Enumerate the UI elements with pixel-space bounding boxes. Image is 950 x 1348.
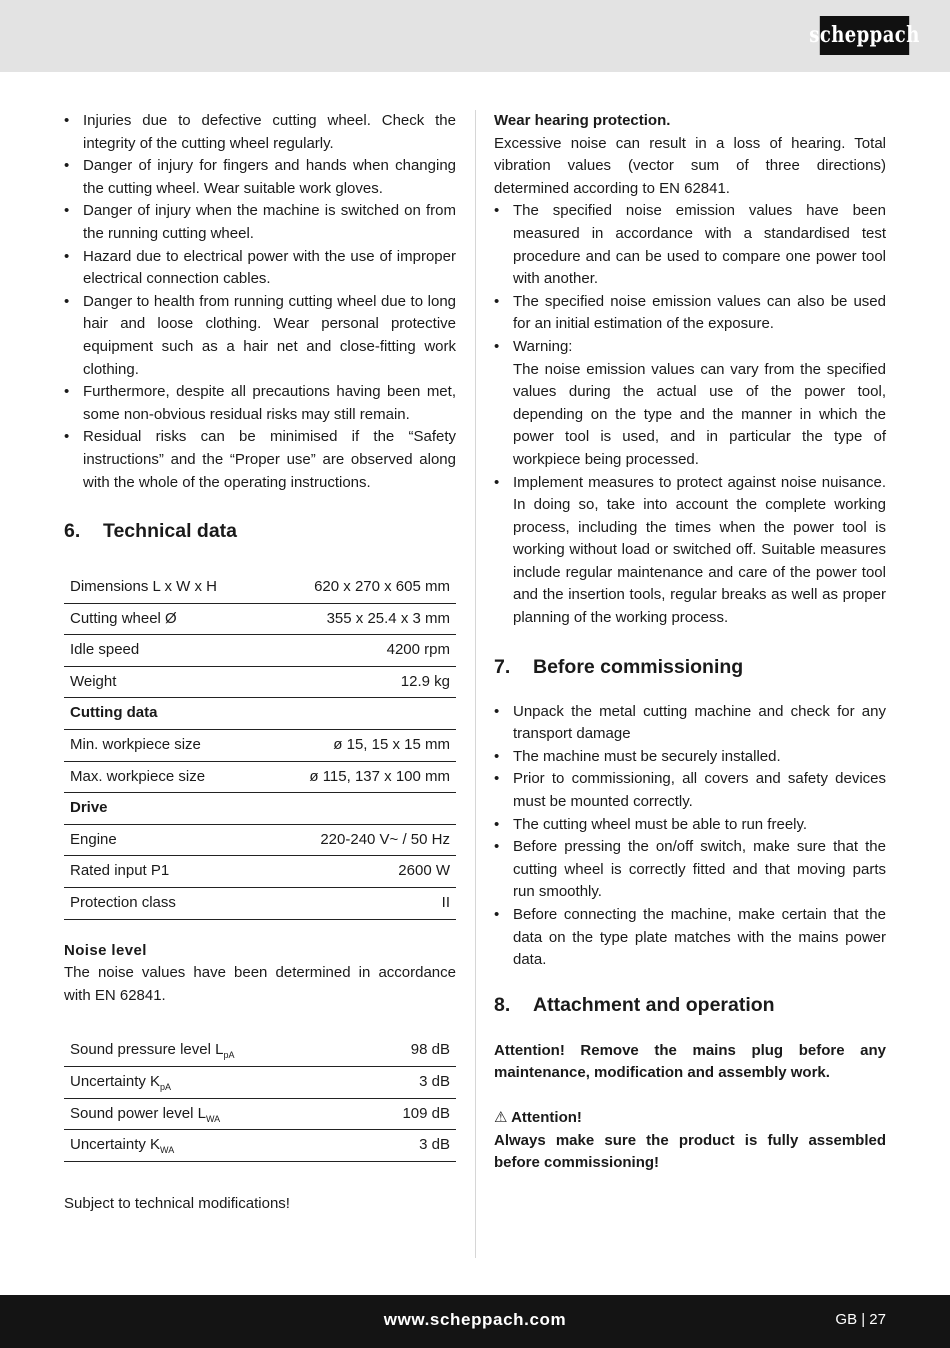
technical-modifications-note: Subject to technical modifications!: [64, 1194, 290, 1212]
warning-label: • Warning:: [513, 337, 573, 355]
right-column: [494, 110, 886, 1175]
list-item: • Before connecting the machine, make certain that the data on the type plate matches with the mains power data.: [494, 904, 886, 972]
warning-triangle-icon: ⚠: [494, 1108, 508, 1126]
noise-level-heading: Noise level: [64, 941, 147, 959]
table-row: [64, 856, 456, 888]
residual-risks-list: [64, 110, 456, 494]
section-title: Before commissioning: [533, 655, 744, 678]
row-label: Engine: [64, 824, 264, 856]
row-value: 2600 W: [264, 856, 456, 888]
row-value: 355 x 25.4 x 3 mm: [264, 603, 456, 635]
attention-assembled-text: Always make sure the product is fully assembled before commissioning!: [494, 1131, 886, 1172]
row-label: Rated input P1: [64, 856, 264, 888]
table-row: [64, 888, 456, 920]
list-item: • The specified noise emission values have been measured in accordance with a standardised test procedure and can be used to compare one power tool with another.: [494, 200, 886, 290]
attention-heading: [494, 1107, 886, 1130]
list-item: • Danger of injury when the machine is switched on from the running cutting wheel.: [64, 200, 456, 245]
section-title: Technical data: [103, 520, 238, 543]
list-item: [494, 336, 886, 472]
row-value: 220-240 V~ / 50 Hz: [264, 824, 456, 856]
row-value: 4200 rpm: [264, 635, 456, 667]
table-row: [64, 603, 456, 635]
section-heading-before-commissioning: [494, 654, 886, 680]
hearing-protection-text: Excessive noise can result in a loss of hearing. Total vibration values (vector sum of three directions) determined according to EN 62841.: [494, 134, 886, 197]
section-heading-attachment-operation: [494, 992, 886, 1018]
label-text: Sound power level L: [70, 1104, 206, 1122]
list-item: • Residual risks can be minimised if the “Safety instructions” and the “Proper use” are observed along with the whole of the operating instructions.: [64, 426, 456, 494]
table-row: [64, 730, 456, 762]
row-label: Protection class: [64, 888, 264, 920]
row-value: 3 dB: [357, 1130, 456, 1162]
label-subscript: WA: [160, 1145, 175, 1156]
commissioning-list: [494, 701, 886, 972]
row-value: 3 dB: [357, 1067, 456, 1099]
section-number: 8.: [494, 993, 511, 1016]
column-divider: [475, 110, 476, 1258]
attention-remove-plug: Attention! Remove the mains plug before any maintenance, modification and assembly work.: [494, 1041, 886, 1082]
row-label: [64, 1067, 357, 1099]
group-heading-cutting-data: Cutting data: [64, 698, 456, 730]
list-item: • Hazard due to electrical power with the use of improper electrical connection cables.: [64, 246, 456, 291]
list-item: • The cutting wheel must be able to run freely.: [494, 814, 886, 837]
row-label: Cutting wheel Ø: [64, 603, 264, 635]
section-number: 6.: [64, 520, 81, 543]
row-value: ø 15, 15 x 15 mm: [264, 730, 456, 762]
table-row: [64, 824, 456, 856]
row-value: 12.9 kg: [264, 666, 456, 698]
section-number: 7.: [494, 655, 511, 678]
list-item: • Danger of injury for fingers and hands when changing the cutting wheel. Wear suitable work gloves.: [64, 155, 456, 200]
row-value: 620 x 270 x 605 mm: [264, 572, 456, 603]
attention-label: Attention!: [511, 1108, 582, 1126]
row-label: Min. workpiece size: [64, 730, 264, 762]
hearing-protection-heading: Wear hearing protection.: [494, 112, 671, 129]
table-row: [64, 761, 456, 793]
table-group-row: [64, 698, 456, 730]
list-item: • The machine must be securely installed.: [494, 746, 886, 769]
table-row: [64, 1035, 456, 1066]
row-label: Idle speed: [64, 635, 264, 667]
table-row: [64, 666, 456, 698]
noise-level-text: The noise values have been determined in accordance with EN 62841.: [64, 964, 456, 1004]
row-value: II: [264, 888, 456, 920]
list-item: • Unpack the metal cutting machine and check for any transport damage: [494, 701, 886, 746]
row-label: [64, 1035, 357, 1066]
technical-data-table: [64, 572, 456, 920]
scheppach-logo: scheppach: [820, 16, 909, 55]
list-item: • Before pressing the on/off switch, make sure that the cutting wheel is correctly fitted and that moving parts run smoothly.: [494, 836, 886, 904]
label-subscript: pA: [223, 1050, 235, 1061]
table-group-row: [64, 793, 456, 825]
page-footer: [0, 1295, 950, 1348]
noise-emission-list: [494, 200, 886, 629]
label-text: Sound pressure level L: [70, 1041, 224, 1059]
noise-values-table: [64, 1035, 456, 1161]
list-item: • Danger to health from running cutting wheel due to long hair and loose clothing. Wear personal protective equipment such as a hair net and close-fitting work clothing.: [64, 291, 456, 381]
table-row: [64, 1130, 456, 1162]
label-subscript: pA: [160, 1082, 172, 1092]
table-row: [64, 635, 456, 667]
list-item: • Injuries due to defective cutting wheel. Check the integrity of the cutting wheel regularly.: [64, 110, 456, 155]
row-label: Weight: [64, 666, 264, 698]
list-item: • Furthermore, despite all precautions having been met, some non-obvious residual risks may still remain.: [64, 381, 456, 426]
warning-text: The noise emission values can vary from the specified values during the actual use of the power tool, depending on the type and the manner in which the power tool is used, and in particular the type of workpiece being processed.: [513, 360, 886, 468]
label-text: Uncertainty K: [70, 1073, 161, 1090]
row-label: Dimensions L x W x H: [64, 572, 264, 603]
row-label: [64, 1130, 357, 1162]
left-column: [64, 110, 456, 1215]
list-item: • The specified noise emission values can also be used for an initial estimation of the exposure.: [494, 291, 886, 336]
row-value: ø 115, 137 x 100 mm: [264, 761, 456, 793]
row-label: Max. workpiece size: [64, 761, 264, 793]
list-item: • Prior to commissioning, all covers and safety devices must be mounted correctly.: [494, 768, 886, 813]
table-row: [64, 572, 456, 603]
group-heading-drive: Drive: [64, 793, 456, 825]
section-title: Attachment and operation: [533, 993, 775, 1016]
table-row: [64, 1098, 456, 1130]
label-text: Uncertainty K: [70, 1136, 161, 1154]
row-label: [64, 1098, 357, 1130]
row-value: 109 dB: [357, 1098, 456, 1130]
list-item: • Implement measures to protect against noise nuisance. In doing so, take into account the complete working process, including the times when the power tool is working without load or switched off. Suitable measures include regular maintenance and care of the power tool and the insertion tools, regular breaks as well as proper planning of the working process.: [494, 472, 886, 630]
footer-website: www.scheppach.com: [383, 1310, 567, 1329]
label-subscript: WA: [205, 1113, 221, 1124]
page-header: [0, 0, 950, 72]
page-number: GB | 27: [835, 1311, 886, 1328]
table-row: [64, 1067, 456, 1099]
section-heading-technical-data: [64, 518, 456, 544]
row-value: 98 dB: [357, 1035, 456, 1066]
